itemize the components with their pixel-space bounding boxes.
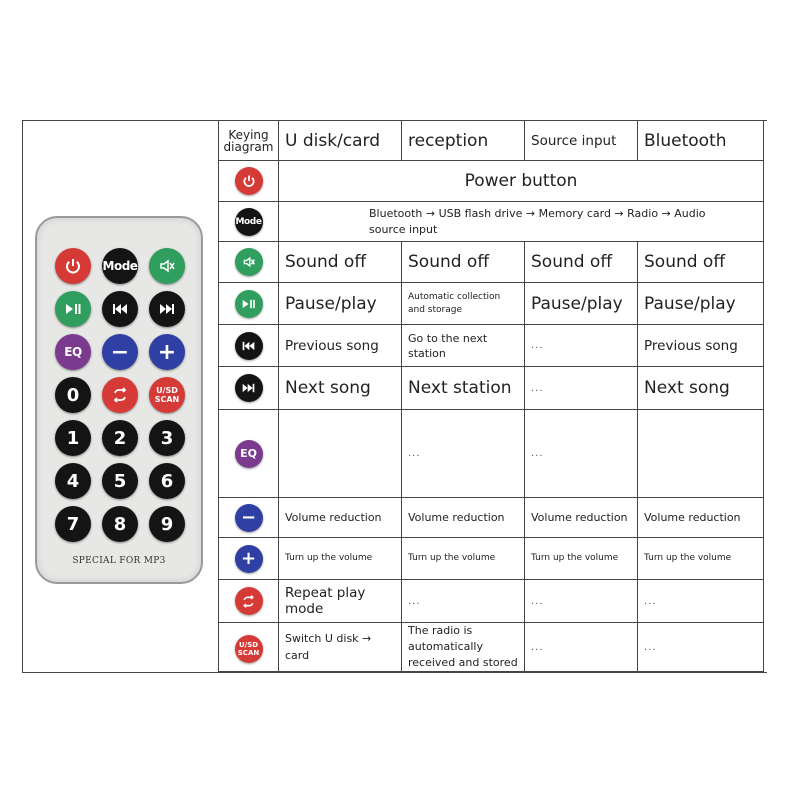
table-row [219, 242, 764, 283]
eq-icon: EQ [235, 440, 263, 468]
digit-0-button[interactable]: 0 [55, 377, 91, 413]
header-reception: reception [402, 121, 525, 161]
eq-button[interactable]: EQ [55, 334, 91, 370]
volup-source: Turn up the volume [525, 538, 638, 580]
key-cell [219, 161, 279, 202]
volup-udisk: Turn up the volume [279, 538, 402, 580]
play-pause-icon [235, 290, 263, 318]
play-pause-icon[interactable] [55, 291, 91, 327]
key-function-table [218, 120, 764, 672]
play-source: Pause/play [525, 283, 638, 325]
voldown-udisk: Volume reduction [279, 498, 402, 538]
mode-function: Bluetooth → USB flash drive → Memory card → Radio → Audio source input [279, 202, 764, 242]
eq-source: ... [525, 410, 638, 498]
mute-icon[interactable] [149, 248, 185, 284]
usd-scan-icon: U/SD SCAN [235, 635, 263, 663]
key-cell [219, 283, 279, 325]
key-cell [219, 242, 279, 283]
digit-9-button[interactable]: 9 [149, 506, 185, 542]
usd-reception: The radio is automatically received and stored [402, 623, 525, 672]
key-cell [219, 498, 279, 538]
remote-control [35, 216, 203, 584]
eq-reception: ... [402, 410, 525, 498]
digit-6-button[interactable]: 6 [149, 463, 185, 499]
table-row [219, 498, 764, 538]
previous-icon[interactable] [102, 291, 138, 327]
table-row [219, 410, 764, 498]
key-cell [219, 202, 279, 242]
volume-down-button[interactable]: − [102, 334, 138, 370]
prev-reception: Go to the next station [402, 325, 525, 367]
power-function: Power button [279, 161, 764, 202]
key-cell [219, 538, 279, 580]
prev-source: ... [525, 325, 638, 367]
usd-scan-button[interactable] [149, 377, 185, 413]
previous-icon [235, 332, 263, 360]
mute-reception: Sound off [402, 242, 525, 283]
table-row [219, 538, 764, 580]
table-row [219, 623, 764, 672]
table-row [219, 161, 764, 202]
table-header-row [219, 121, 764, 161]
play-reception: Automatic collection and storage [402, 283, 525, 325]
header-keying-diagram: Keying diagram [219, 121, 279, 161]
voldown-bluetooth: Volume reduction [638, 498, 764, 538]
volume-up-icon: + [235, 545, 263, 573]
next-icon[interactable] [149, 291, 185, 327]
table-row [219, 325, 764, 367]
mode-icon: Mode [235, 208, 263, 236]
usd-scan-label: U/SD SCAN [154, 386, 180, 404]
next-icon [235, 374, 263, 402]
key-cell [219, 410, 279, 498]
header-u-disk-card: U disk/card [279, 121, 402, 161]
key-cell [219, 325, 279, 367]
table-row [219, 367, 764, 410]
next-udisk: Next song [279, 367, 402, 410]
key-cell [219, 580, 279, 623]
next-reception: Next station [402, 367, 525, 410]
mute-udisk: Sound off [279, 242, 402, 283]
repeat-reception: ... [402, 580, 525, 623]
mute-icon [235, 248, 263, 276]
mute-bluetooth: Sound off [638, 242, 764, 283]
power-icon[interactable] [55, 248, 91, 284]
digit-4-button[interactable]: 4 [55, 463, 91, 499]
repeat-icon[interactable] [102, 377, 138, 413]
usd-udisk: Switch U disk → card [279, 623, 402, 672]
prev-udisk: Previous song [279, 325, 402, 367]
repeat-source: ... [525, 580, 638, 623]
play-bluetooth: Pause/play [638, 283, 764, 325]
volume-up-button[interactable]: + [149, 334, 185, 370]
digit-1-button[interactable]: 1 [55, 420, 91, 456]
mode-button[interactable]: Mode [102, 248, 138, 284]
table-row [219, 580, 764, 623]
key-cell [219, 623, 279, 672]
repeat-bluetooth: ... [638, 580, 764, 623]
remote-label: SPECIAL FOR MP3 [72, 556, 166, 566]
digit-2-button[interactable]: 2 [102, 420, 138, 456]
digit-5-button[interactable]: 5 [102, 463, 138, 499]
next-bluetooth: Next song [638, 367, 764, 410]
power-icon [235, 167, 263, 195]
voldown-reception: Volume reduction [402, 498, 525, 538]
play-udisk: Pause/play [279, 283, 402, 325]
voldown-source: Volume reduction [525, 498, 638, 538]
repeat-icon [235, 587, 263, 615]
digit-3-button[interactable]: 3 [149, 420, 185, 456]
usd-bluetooth: ... [638, 623, 764, 672]
key-cell [219, 367, 279, 410]
next-source: ... [525, 367, 638, 410]
header-bluetooth: Bluetooth [638, 121, 764, 161]
header-source-input: Source input [525, 121, 638, 161]
digit-7-button[interactable]: 7 [55, 506, 91, 542]
volup-bluetooth: Turn up the volume [638, 538, 764, 580]
digit-8-button[interactable]: 8 [102, 506, 138, 542]
table-row [219, 202, 764, 242]
mute-source: Sound off [525, 242, 638, 283]
eq-bluetooth [638, 410, 764, 498]
repeat-udisk: Repeat play mode [279, 580, 402, 623]
usd-source: ... [525, 623, 638, 672]
volume-down-icon: − [235, 504, 263, 532]
prev-bluetooth: Previous song [638, 325, 764, 367]
eq-udisk [279, 410, 402, 498]
volup-reception: Turn up the volume [402, 538, 525, 580]
table-row [219, 283, 764, 325]
